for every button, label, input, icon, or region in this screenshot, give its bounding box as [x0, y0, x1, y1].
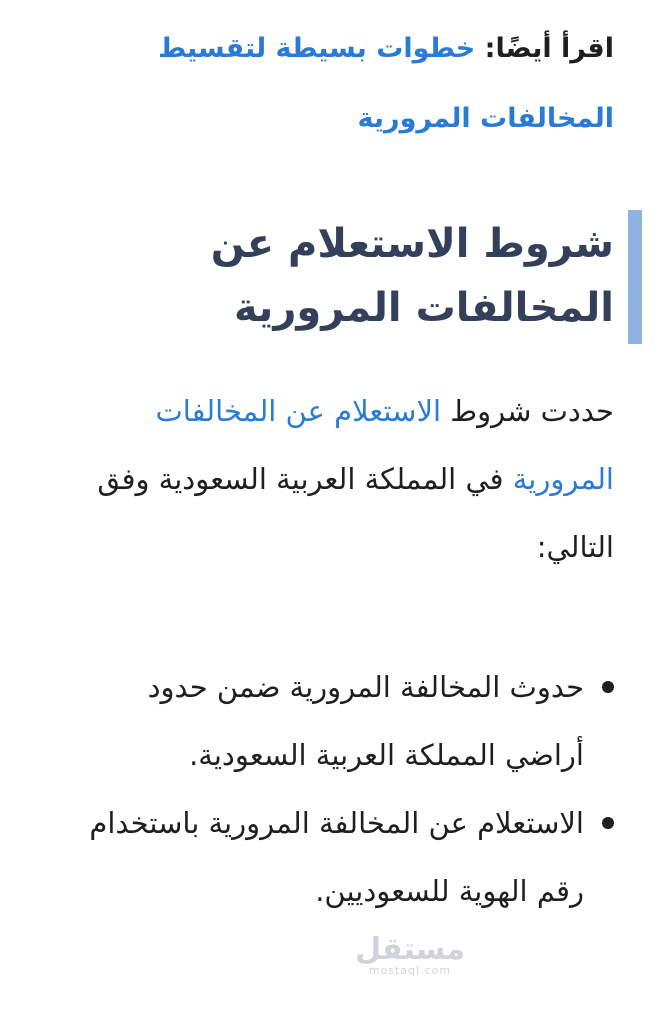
- intro-text-after: في المملكة العربية السعودية وفق التالي:: [97, 462, 614, 565]
- mostaql-watermark: [350, 932, 470, 977]
- article-body: [60, 0, 614, 925]
- list-item-text: الاستعلام عن المخالفة المرورية باستخدام رقم الهوية للسعوديين.: [89, 806, 584, 909]
- bullet-icon: [602, 681, 614, 693]
- watermark-logo-text: مستقل: [355, 932, 465, 967]
- conditions-list: [60, 653, 614, 925]
- read-also-link[interactable]: خطوات بسيطة لتقسيط المخالفات المرورية: [158, 33, 614, 134]
- watermark-domain: mostaql.com: [368, 964, 452, 977]
- intro-text-before: حددت شروط: [441, 394, 614, 429]
- read-also-label: اقرأ أيضًا:: [484, 33, 614, 64]
- list-item: [60, 653, 584, 789]
- section-heading: شروط الاستعلام عن المخالفات المرورية: [60, 210, 642, 344]
- intro-paragraph: [60, 377, 614, 581]
- list-item: [60, 789, 584, 925]
- bullet-icon: [602, 817, 614, 829]
- list-item-text: حدوث المخالفة المرورية ضمن حدود أراضي المملكة العربية السعودية.: [147, 670, 584, 773]
- read-also-paragraph: [60, 14, 614, 154]
- intro-link[interactable]: الاستعلام عن المخالفات المرورية: [155, 394, 614, 497]
